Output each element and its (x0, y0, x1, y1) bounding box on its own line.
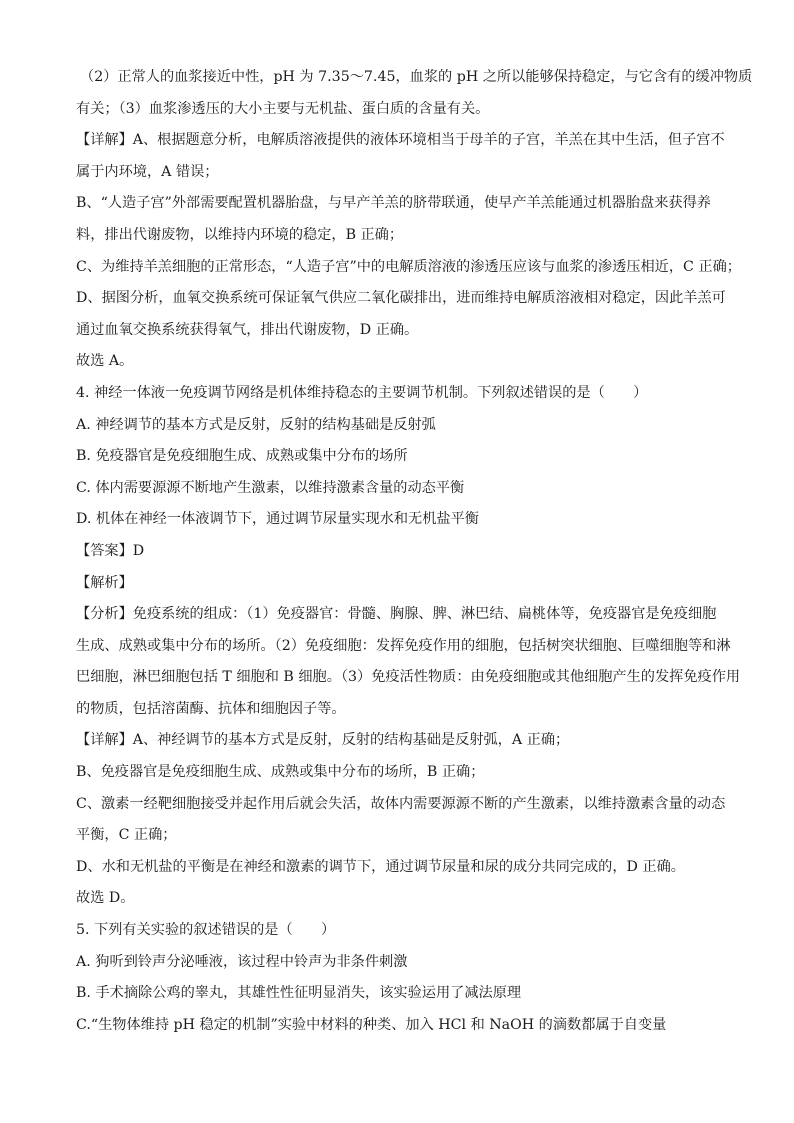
text-line: D. 机体在神经一体液调节下，通过调节尿量实现水和无机盐平衡 (76, 511, 479, 528)
text-line: 通过血氧交换系统获得氧气，排出代谢废物，D 正确。 (76, 321, 419, 338)
text-line: 平衡，C 正确； (76, 827, 177, 844)
text-line: C、激素一经靶细胞接受并起作用后就会失活，故体内需要源源不断的产生激素，以维持激素含量的动态 (76, 795, 726, 812)
text-line: D、据图分析，血氧交换系统可保证氧气供应二氧化碳排出，进而维持电解质溶液相对稳定，因此羊羔可 (76, 290, 726, 307)
text-line: 【详解】A、神经调节的基本方式是反射，反射的结构基础是反射弧，A 正确； (76, 732, 570, 749)
text-line: D、水和无机盐的平衡是在神经和激素的调节下，通过调节尿量和尿的成分共同完成的，D 正确。 (76, 858, 685, 875)
text-line: 【解析】 (76, 574, 133, 591)
text-line: C.“生物体维持 pH 稳定的机制”实验中材料的种类、加入 HCl 和 NaOH 的滴数都属于自变量 (76, 1016, 667, 1033)
text-line: 属于内环境，A 错误； (76, 163, 219, 180)
text-line: B、“人造子宫”外部需要配置机器胎盘，与早产羊羔的脐带联通，使早产羊羔能通过机器胎盘来获得养 (76, 195, 711, 212)
text-line: 【详解】A、根据题意分析，电解质溶液提供的液体环境相当于母羊的子宫，羊羔在其中生活，但子宫不 (76, 132, 725, 149)
text-line: 故选 A。 (76, 353, 134, 370)
text-line: 有关；（3）血浆渗透压的大小主要与无机盐、蛋白质的含量有关。 (76, 100, 490, 117)
text-line: B. 手术摘除公鸡的睾丸，其雄性性征明显消失，该实验运用了减法原理 (76, 985, 522, 1002)
text-line: 5. 下列有关实验的叙述错误的是（ ） (76, 922, 336, 939)
text-line: 生成、成熟或集中分布的场所。（2）免疫细胞：发挥免疫作用的细胞，包括树突状细胞、巨噬细胞等和淋 (76, 637, 731, 654)
text-line: A. 神经调节的基本方式是反射，反射的结构基础是反射弧 (76, 416, 436, 433)
document-page (0, 62, 794, 1041)
text-line: A. 狗听到铃声分泌唾液，该过程中铃声为非条件刺激 (76, 953, 408, 970)
text-line: 故选 D。 (76, 890, 135, 907)
text-line: C. 体内需要源源不断地产生激素，以维持激素含量的动态平衡 (76, 479, 465, 496)
text-line: 巴细胞，淋巴细胞包括 T 细胞和 B 细胞。（3）免疫活性物质：由免疫细胞或其他细胞产生的发挥免疫作用 (76, 669, 741, 686)
text-line: B、免疫器官是免疫细胞生成、成熟或集中分布的场所，B 正确； (76, 764, 485, 781)
text-line: 【答案】D (76, 542, 145, 559)
text-line: C、为维持羊羔细胞的正常形态，“人造子宫”中的电解质溶液的渗透压应该与血浆的渗透压相近，C 正确； (76, 258, 741, 275)
text-line: 4. 神经一体液一免疫调节网络是机体维持稳态的主要调节机制。下列叙述错误的是（ ） (76, 384, 648, 401)
text-line: 料，排出代谢废物，以维持内环境的稳定，B 正确； (76, 226, 404, 243)
text-line: 的物质，包括溶菌酶、抗体和细胞因子等。 (76, 700, 346, 717)
text-line: （2）正常人的血浆接近中性，pH 为 7.35～7.45，血浆的 pH 之所以能够保持稳定，与它含有的缓冲物质 (80, 69, 753, 85)
text-line: B. 免疫器官是免疫细胞生成、成熟或集中分布的场所 (76, 448, 408, 465)
text-line: 【分析】免疫系统的组成：（1）免疫器官：骨髓、胸腺、脾、淋巴结、扁桃体等，免疫器官是免疫细胞 (76, 606, 717, 623)
